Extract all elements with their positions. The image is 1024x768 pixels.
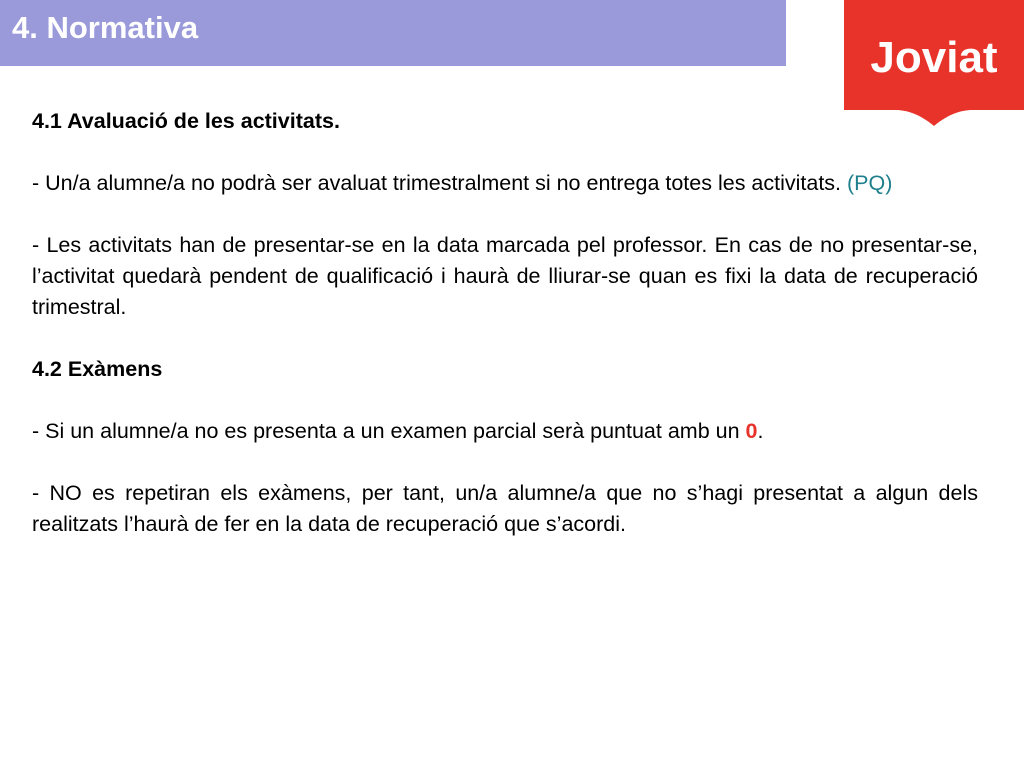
paragraph-activitats-data: - Les activitats han de presentar-se en la data marcada pel professor. En cas de no presentar-se, l’activitat quedarà pendent de qualificació i haurà de lliurar-se quan es fixi la data de recuperació trimestral. bbox=[32, 233, 978, 319]
paragraph-no-repeticio: - NO es repetiran els exàmens, per tant, un/a alumne/a que no s’hagi presentat a algun dels realitzats l’haurà de fer en la data de recuperació que s’acordi. bbox=[32, 481, 978, 536]
paragraph-text: - Si un alumne/a no es presenta a un examen parcial serà puntuat amb un bbox=[32, 419, 746, 443]
paragraph-activitats-entrega bbox=[32, 168, 978, 199]
score-zero: 0 bbox=[745, 419, 758, 443]
paragraph-text: - Un/a alumne/a no podrà ser avaluat trimestralment si no entrega totes les activitats. bbox=[32, 171, 848, 195]
section-heading-avaluacio: 4.1 Avaluació de les activitats. bbox=[32, 109, 340, 133]
slide-content bbox=[32, 106, 978, 540]
paragraph-examen-parcial bbox=[32, 416, 978, 447]
slide-title: 4. Normativa bbox=[12, 10, 199, 45]
paragraph-end: . bbox=[757, 419, 764, 443]
section-heading-examens: 4.2 Exàmens bbox=[32, 357, 163, 381]
title-bar bbox=[0, 0, 786, 66]
pq-note: (PQ) bbox=[847, 171, 893, 195]
logo-text: Joviat bbox=[870, 33, 998, 82]
